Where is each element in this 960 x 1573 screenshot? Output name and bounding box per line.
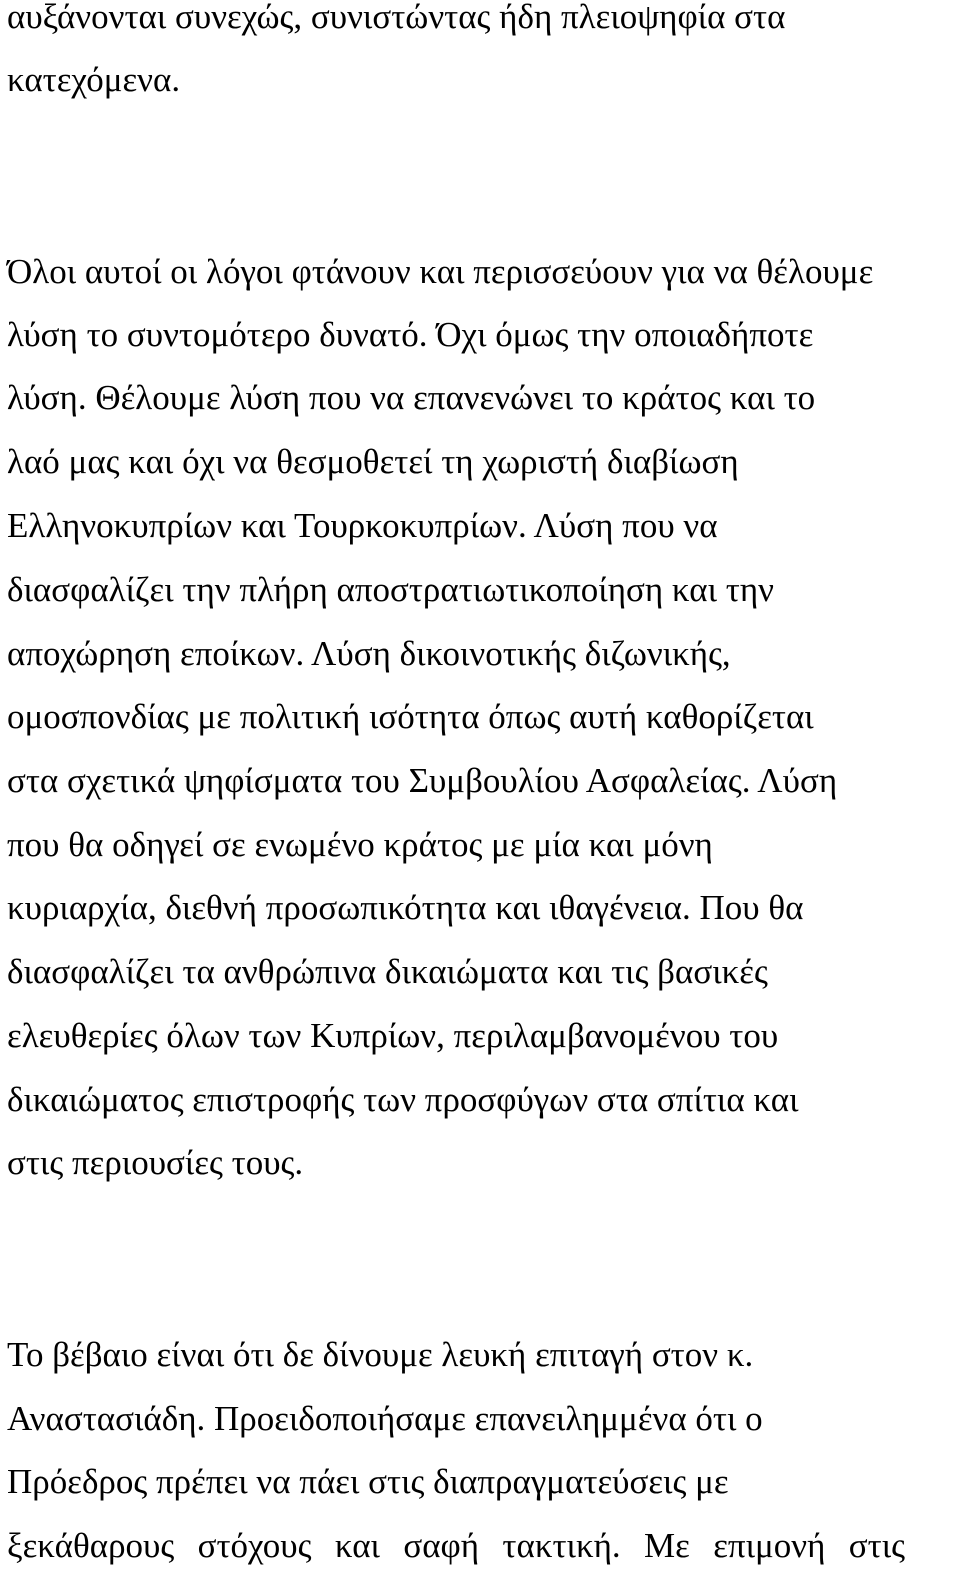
text-line: αποχώρηση εποίκων. Λύση δικοινοτικής διζωνικής, — [7, 634, 731, 673]
text-line: Όλοι αυτοί οι λόγοι φτάνουν και περισσεύουν για να θέλουμε — [7, 252, 874, 291]
text-line: Πρόεδρος πρέπει να πάει στις διαπραγματεύσεις με — [7, 1462, 729, 1501]
text-line: λύση. Θέλουμε λύση που να επανενώνει το κράτος και το — [7, 378, 816, 417]
text-line: αυξάνονται συνεχώς, συνιστώντας ήδη πλειοψηφία στα — [7, 0, 786, 36]
text-line: Αναστασιάδη. Προειδοποιήσαμε επανειλημμένα ότι ο — [7, 1399, 763, 1438]
text-line: Το βέβαιο είναι ότι δε δίνουμε λευκή επιταγή στον κ. — [7, 1335, 754, 1374]
text-line: που θα οδηγεί σε ενωμένο κράτος με μία και μόνη — [7, 825, 713, 864]
text-line: λαό μας και όχι να θεσμοθετεί τη χωριστή διαβίωση — [7, 442, 739, 481]
text-line: διασφαλίζει την πλήρη αποστρατιωτικοποίηση και την — [7, 570, 774, 609]
text-line: Ελληνοκυπρίων και Τουρκοκυπρίων. Λύση που να — [7, 506, 718, 545]
text-line: ξεκάθαρους στόχους και σαφή τακτική. Με επιμονή στις — [7, 1526, 905, 1565]
text-line: κυριαρχία, διεθνή προσωπικότητα και ιθαγένεια. Που θα — [7, 888, 804, 927]
text-line: κατεχόμενα. — [7, 60, 181, 99]
text-line: λύση το συντομότερο δυνατό. Όχι όμως την οποιαδήποτε — [7, 315, 814, 354]
text-line: στα σχετικά ψηφίσματα του Συμβουλίου Ασφαλείας. Λύση — [7, 761, 838, 800]
text-line: ελευθερίες όλων των Κυπρίων, περιλαμβανομένου του — [7, 1016, 779, 1055]
text-line: διασφαλίζει τα ανθρώπινα δικαιώματα και τις βασικές — [7, 952, 768, 991]
text-line: δικαιώματος επιστροφής των προσφύγων στα σπίτια και — [7, 1080, 799, 1119]
text-line: στις περιουσίες τους. — [7, 1143, 304, 1182]
text-line: ομοσπονδίας με πολιτική ισότητα όπως αυτή καθορίζεται — [7, 697, 814, 736]
